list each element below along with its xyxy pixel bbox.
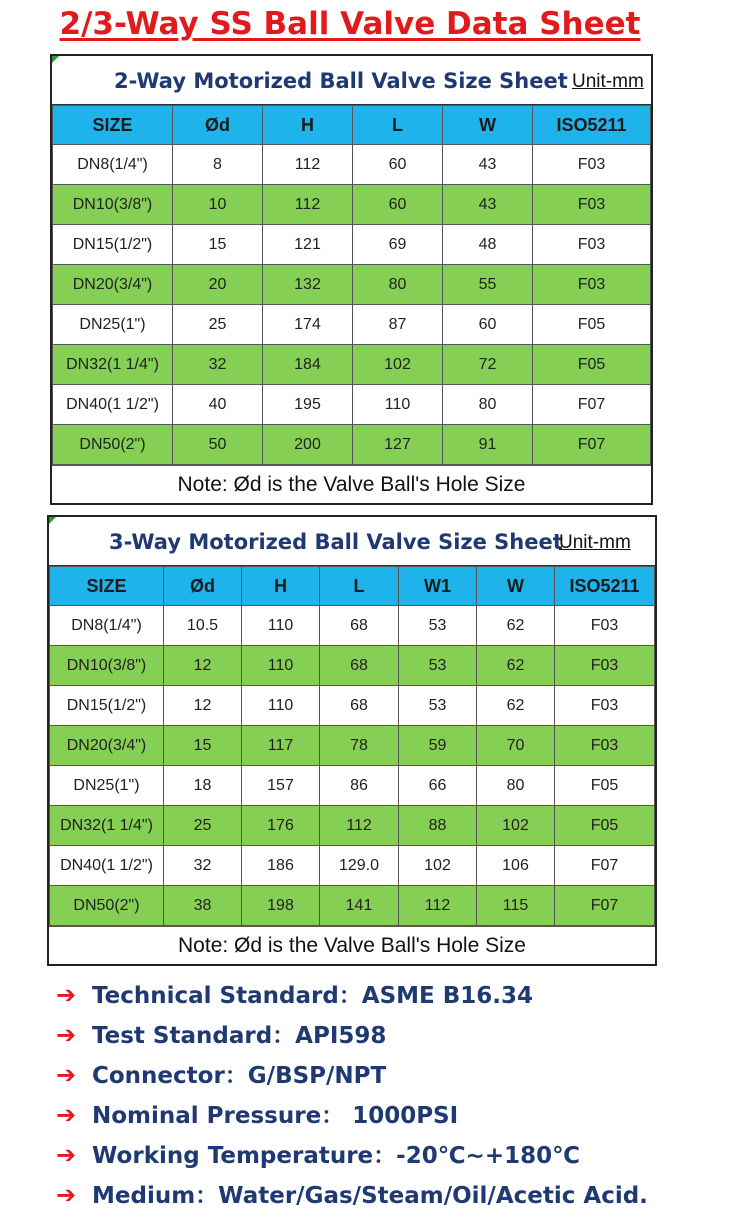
table-cell: 43 [443, 145, 533, 185]
table-cell: DN8(1/4") [50, 606, 164, 646]
table-cell: 43 [443, 185, 533, 225]
table-cell: 40 [173, 385, 263, 425]
spec-item [56, 1055, 648, 1095]
spec-list [56, 975, 648, 1215]
table-cell: DN25(1") [50, 766, 164, 806]
table-cell: 88 [399, 806, 477, 846]
table-cell: DN32(1 1/4") [50, 806, 164, 846]
table-cell: 112 [399, 886, 477, 926]
table-cell: 117 [242, 726, 320, 766]
column-header: H [263, 106, 353, 145]
table-row [50, 886, 655, 926]
table-cell: 110 [242, 606, 320, 646]
table-cell: 62 [477, 606, 555, 646]
column-header: H [242, 567, 320, 606]
spec-item [56, 975, 648, 1015]
table-row [50, 606, 655, 646]
table-cell: 106 [477, 846, 555, 886]
table-cell: 102 [399, 846, 477, 886]
table-cell: 32 [164, 846, 242, 886]
table-row [53, 385, 651, 425]
column-header: ISO5211 [555, 567, 655, 606]
table-cell: 91 [443, 425, 533, 465]
table-row [53, 305, 651, 345]
table-cell: 50 [173, 425, 263, 465]
table-cell: DN10(3/8") [50, 646, 164, 686]
sheet-title: 3-Way Motorized Ball Valve Size Sheet [109, 530, 563, 554]
table-cell: 68 [320, 686, 399, 726]
table-cell: 15 [173, 225, 263, 265]
table-row [50, 846, 655, 886]
table-cell: 112 [263, 145, 353, 185]
table-cell: 68 [320, 606, 399, 646]
sheet-title: 2-Way Motorized Ball Valve Size Sheet [114, 69, 568, 93]
column-header: L [353, 106, 443, 145]
spec-item [56, 1175, 648, 1215]
table-cell: 60 [353, 185, 443, 225]
note-text: Note: Ød is the Valve Ball's Hole Size [52, 465, 651, 504]
arrow-right-icon: ➔ [56, 1141, 77, 1169]
table-cell: 53 [399, 686, 477, 726]
table-cell: 59 [399, 726, 477, 766]
arrow-right-icon: ➔ [56, 1021, 77, 1049]
table-row [53, 145, 651, 185]
table-cell: 55 [443, 265, 533, 305]
table-cell: 60 [443, 305, 533, 345]
table-cell: 12 [164, 646, 242, 686]
table-cell: F03 [555, 606, 655, 646]
table-cell: F03 [533, 185, 651, 225]
column-header: W1 [399, 567, 477, 606]
table-cell: 80 [477, 766, 555, 806]
column-header: L [320, 567, 399, 606]
table-cell: F05 [555, 806, 655, 846]
table-row [50, 806, 655, 846]
column-header: Ød [164, 567, 242, 606]
table-cell: F03 [533, 265, 651, 305]
table-row [53, 265, 651, 305]
table-cell: DN50(2") [53, 425, 173, 465]
column-header: ISO5211 [533, 106, 651, 145]
table-row [53, 185, 651, 225]
table-cell: 174 [263, 305, 353, 345]
table-header-row [53, 106, 651, 145]
table-cell: 176 [242, 806, 320, 846]
column-header: SIZE [50, 567, 164, 606]
table-cell: 32 [173, 345, 263, 385]
table-row [50, 766, 655, 806]
page-title: 2/3-Way SS Ball Valve Data Sheet [59, 6, 641, 42]
table-row [50, 726, 655, 766]
table-cell: DN25(1") [53, 305, 173, 345]
table-cell: 115 [477, 886, 555, 926]
table-row [53, 345, 651, 385]
column-header: Ød [173, 106, 263, 145]
table-cell: 110 [242, 646, 320, 686]
arrow-right-icon: ➔ [56, 981, 77, 1009]
table-cell: 18 [164, 766, 242, 806]
table-row [50, 646, 655, 686]
note-text: Note: Ød is the Valve Ball's Hole Size [49, 926, 655, 965]
table-cell: 112 [263, 185, 353, 225]
table-cell: DN50(2") [50, 886, 164, 926]
table-cell: F03 [555, 646, 655, 686]
table-cell: 10 [173, 185, 263, 225]
sheet-header [49, 517, 655, 566]
table-cell: DN20(3/4") [50, 726, 164, 766]
table-cell: 48 [443, 225, 533, 265]
spec-text: Medium：Water/Gas/Steam/Oil/Acetic Acid. [92, 1183, 648, 1209]
spec-text: Technical Standard：ASME B16.34 [92, 983, 534, 1009]
table-cell: 62 [477, 646, 555, 686]
table-cell: 129.0 [320, 846, 399, 886]
table-cell: 110 [242, 686, 320, 726]
table-cell: 195 [263, 385, 353, 425]
table-cell: 20 [173, 265, 263, 305]
table-cell: 132 [263, 265, 353, 305]
table-cell: DN15(1/2") [53, 225, 173, 265]
spec-text: Test Standard：API598 [92, 1023, 387, 1049]
table-cell: DN40(1 1/2") [53, 385, 173, 425]
table-cell: 12 [164, 686, 242, 726]
arrow-right-icon: ➔ [56, 1061, 77, 1089]
table-cell: 198 [242, 886, 320, 926]
column-header: W [477, 567, 555, 606]
two-way-size-sheet [50, 54, 653, 505]
table-cell: 25 [173, 305, 263, 345]
table-cell: 112 [320, 806, 399, 846]
table-cell: 127 [353, 425, 443, 465]
table-cell: F03 [533, 145, 651, 185]
table-cell: F03 [533, 225, 651, 265]
spec-text: Connector：G/BSP/NPT [92, 1063, 387, 1089]
table-row [53, 225, 651, 265]
sheet-header [52, 56, 651, 105]
table-cell: 68 [320, 646, 399, 686]
table-cell: F05 [555, 766, 655, 806]
table-cell: 186 [242, 846, 320, 886]
table-cell: 141 [320, 886, 399, 926]
size-table [52, 105, 651, 465]
unit-label: Unit-mm [572, 71, 644, 92]
table-row [50, 686, 655, 726]
table-cell: 102 [353, 345, 443, 385]
unit-label: Unit-mm [559, 532, 631, 553]
table-cell: F07 [555, 886, 655, 926]
table-cell: F03 [555, 726, 655, 766]
table-cell: DN40(1 1/2") [50, 846, 164, 886]
table-cell: 200 [263, 425, 353, 465]
table-cell: 53 [399, 646, 477, 686]
table-cell: 86 [320, 766, 399, 806]
table-cell: 15 [164, 726, 242, 766]
table-cell: 8 [173, 145, 263, 185]
table-cell: 53 [399, 606, 477, 646]
table-cell: 60 [353, 145, 443, 185]
table-cell: 70 [477, 726, 555, 766]
table-cell: F07 [533, 425, 651, 465]
table-cell: F07 [533, 385, 651, 425]
table-cell: 110 [353, 385, 443, 425]
table-cell: F07 [555, 846, 655, 886]
table-header-row [50, 567, 655, 606]
table-cell: F03 [555, 686, 655, 726]
table-cell: 78 [320, 726, 399, 766]
table-cell: 80 [443, 385, 533, 425]
table-cell: 25 [164, 806, 242, 846]
column-header: SIZE [53, 106, 173, 145]
three-way-size-sheet [47, 515, 657, 966]
table-cell: 38 [164, 886, 242, 926]
arrow-right-icon: ➔ [56, 1101, 77, 1129]
table-cell: DN32(1 1/4") [53, 345, 173, 385]
table-cell: 80 [353, 265, 443, 305]
table-cell: 121 [263, 225, 353, 265]
spec-item [56, 1095, 648, 1135]
table-cell: 62 [477, 686, 555, 726]
table-cell: 72 [443, 345, 533, 385]
table-cell: 69 [353, 225, 443, 265]
column-header: W [443, 106, 533, 145]
spec-item [56, 1015, 648, 1055]
table-cell: F05 [533, 345, 651, 385]
table-cell: 102 [477, 806, 555, 846]
table-cell: F05 [533, 305, 651, 345]
table-cell: 10.5 [164, 606, 242, 646]
spec-text: Nominal Pressure： 1000PSI [92, 1103, 459, 1129]
table-row [53, 425, 651, 465]
table-cell: 87 [353, 305, 443, 345]
table-cell: DN10(3/8") [53, 185, 173, 225]
spec-item [56, 1135, 648, 1175]
table-cell: 184 [263, 345, 353, 385]
table-cell: 66 [399, 766, 477, 806]
table-cell: DN8(1/4") [53, 145, 173, 185]
table-cell: DN20(3/4") [53, 265, 173, 305]
size-table [49, 566, 655, 926]
table-cell: DN15(1/2") [50, 686, 164, 726]
spec-text: Working Temperature：-20℃~+180℃ [92, 1143, 580, 1169]
arrow-right-icon: ➔ [56, 1181, 77, 1209]
table-cell: 157 [242, 766, 320, 806]
